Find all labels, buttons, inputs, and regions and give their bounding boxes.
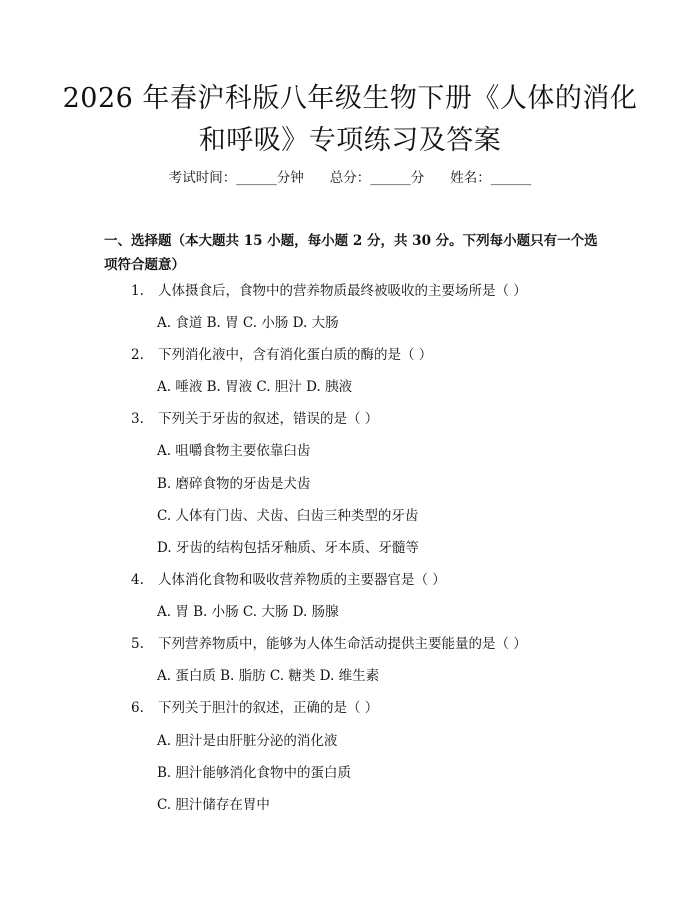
question-5 (131, 634, 601, 654)
question-number: 5. (131, 636, 144, 652)
question-stem: 下列关于胆汁的叙述，正确的是（ ） (158, 700, 379, 716)
exam-time-field: 考试时间：______分钟 (168, 170, 304, 186)
question-2 (131, 345, 601, 365)
question-4 (131, 570, 601, 590)
question-stem: 下列营养物质中，能够为人体生命活动提供主要能量的是（ ） (158, 636, 527, 652)
question-2-options: A. 唾液 B. 胃液 C. 胆汁 D. 胰液 (157, 379, 353, 395)
question-number: 3. (131, 411, 144, 427)
question-3-option-b: B. 磨碎食物的牙齿是犬齿 (157, 476, 311, 492)
question-1 (131, 281, 601, 301)
question-3 (131, 409, 601, 429)
question-stem: 人体摄食后，食物中的营养物质最终被吸收的主要场所是（ ） (158, 283, 527, 299)
section-heading: 一、选择题（本大题共 15 小题，每小题 2 分，共 30 分。下列每小题只有一个选项符合题意） (104, 233, 598, 273)
question-1-options: A. 食道 B. 胃 C. 小肠 D. 大肠 (157, 315, 339, 331)
question-stem: 下列关于牙齿的叙述，错误的是（ ） (158, 411, 379, 427)
question-6 (131, 698, 601, 718)
document-title: 2026 年春沪科版八年级生物下册《人体的消化和呼吸》专项练习及答案 (62, 83, 638, 156)
question-stem: 下列消化液中，含有消化蛋白质的酶的是（ ） (158, 347, 433, 363)
student-name-field: 姓名：______ (450, 170, 532, 186)
question-4-options: A. 胃 B. 小肠 C. 大肠 D. 肠腺 (157, 604, 339, 620)
question-3-option-c: C. 人体有门齿、犬齿、臼齿三种类型的牙齿 (157, 508, 419, 524)
question-6-option-a: A. 胆汁是由肝脏分泌的消化液 (157, 733, 338, 749)
question-number: 2. (131, 347, 144, 363)
exam-info-line (0, 168, 700, 188)
question-6-option-b: B. 胆汁能够消化食物中的蛋白质 (157, 765, 352, 781)
question-stem: 人体消化食物和吸收营养物质的主要器官是（ ） (158, 572, 446, 588)
question-3-option-d: D. 牙齿的结构包括牙釉质、牙本质、牙髓等 (157, 540, 419, 556)
question-number: 1. (131, 283, 144, 299)
total-score-field: 总分：______分 (329, 170, 425, 186)
question-6-option-c: C. 胆汁储存在胃中 (157, 797, 270, 813)
question-5-options: A. 蛋白质 B. 脂肪 C. 糖类 D. 维生素 (157, 668, 380, 684)
question-number: 6. (131, 700, 144, 716)
question-3-option-a: A. 咀嚼食物主要依靠臼齿 (157, 443, 311, 459)
question-number: 4. (131, 572, 144, 588)
